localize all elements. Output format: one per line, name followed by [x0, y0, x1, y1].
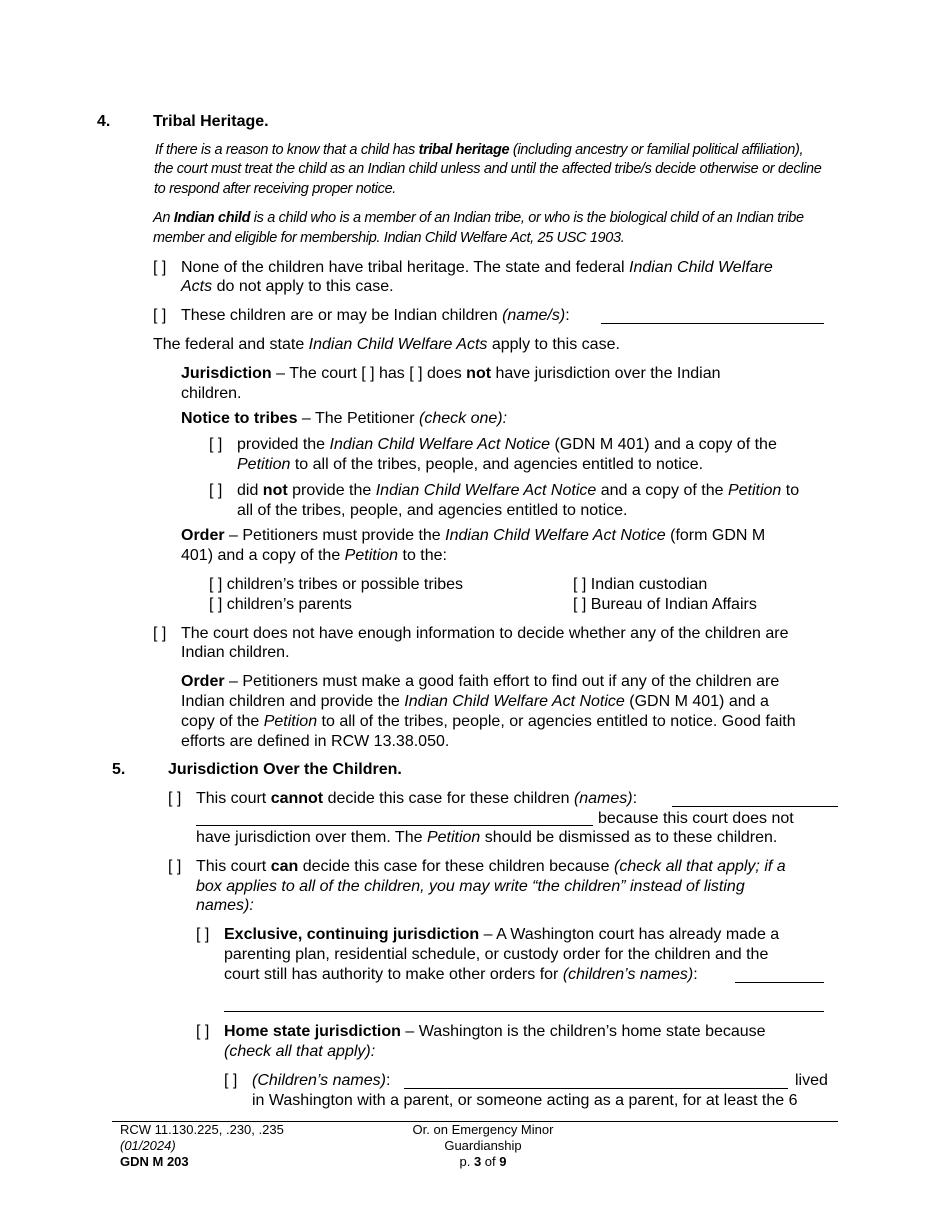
- tribal-heritage-note: to respond after receiving proper notice.: [154, 181, 396, 197]
- good-faith-order: efforts are defined in RCW 13.38.050.: [181, 733, 450, 750]
- footer-form-number: GDN M 203: [120, 1154, 189, 1169]
- section-4-title: Tribal Heritage.: [153, 113, 269, 130]
- option-exclusive-jurisdiction: court still has authority to make other orders for (children’s names):: [224, 966, 698, 983]
- option-not-enough-info: The court does not have enough information to decide whether any of the children are: [181, 625, 789, 642]
- order-notice-text: 401) and a copy of the Petition to the:: [181, 547, 447, 564]
- checkbox-notice-not-provided[interactable]: [ ]: [209, 482, 223, 499]
- footer-page-number: p. 3 of 9: [459, 1154, 507, 1169]
- footer-rcw: RCW 11.130.225, .230, .235: [120, 1122, 284, 1137]
- checkbox-home-state[interactable]: [ ]: [196, 1023, 210, 1040]
- jurisdiction-statement: children.: [181, 385, 242, 402]
- option-notice-provided: provided the Indian Child Welfare Act Notice (GDN M 401) and a copy of the: [237, 436, 777, 453]
- footer-form-title: Or. on Emergency Minor: [412, 1122, 554, 1137]
- checkbox-may-be-indian[interactable]: [ ]: [153, 307, 167, 324]
- option-notice-provided: Petition to all of the tribes, people, and agencies entitled to notice.: [237, 456, 704, 473]
- recipient-parents[interactable]: [ ] children’s parents: [209, 596, 352, 613]
- exclusive-names-field-2[interactable]: [224, 1011, 824, 1012]
- cannot-decide-names-field-2[interactable]: [196, 825, 593, 826]
- option-home-state: Home state jurisdiction – Washington is the children’s home state because: [224, 1023, 766, 1040]
- order-notice-text: Order – Petitioners must provide the Indian Child Welfare Act Notice (form GDN M: [181, 527, 766, 544]
- option-exclusive-jurisdiction: parenting plan, residential schedule, or custody order for the children and the: [224, 946, 769, 963]
- recipient-bia[interactable]: [ ] Bureau of Indian Affairs: [573, 596, 757, 613]
- option-can-decide: names):: [196, 897, 254, 914]
- option-cannot-decide: have jurisdiction over them. The Petition should be dismissed as to these children.: [196, 829, 778, 846]
- option-can-decide: box applies to all of the children, you may write “the children” instead of listing: [196, 878, 745, 895]
- checkbox-can-decide[interactable]: [ ]: [168, 858, 182, 875]
- good-faith-order: Indian children and provide the Indian Child Welfare Act Notice (GDN M 401) and a: [181, 693, 769, 710]
- option-notice-not-provided: all of the tribes, people, and agencies entitled to notice.: [237, 502, 628, 519]
- jurisdiction-statement: Jurisdiction – The court [ ] has [ ] does not have jurisdiction over the Indian: [181, 365, 721, 382]
- option-children-lived: in Washington with a parent, or someone acting as a parent, for at least the 6: [252, 1092, 798, 1109]
- option-home-state: (check all that apply):: [224, 1043, 376, 1060]
- recipient-tribes[interactable]: [ ] children’s tribes or possible tribes: [209, 576, 464, 593]
- checkbox-no-tribal-heritage[interactable]: [ ]: [153, 259, 167, 276]
- icwa-applies-text: The federal and state Indian Child Welfare Acts apply to this case.: [153, 336, 620, 353]
- option-cannot-decide: This court cannot decide this case for these children (names):: [196, 790, 638, 807]
- option-no-tribal-heritage: None of the children have tribal heritage. The state and federal Indian Child Welfare: [181, 259, 773, 276]
- footer-form-title: Guardianship: [444, 1138, 522, 1153]
- section-5-title: Jurisdiction Over the Children.: [168, 761, 402, 778]
- indian-child-definition: member and eligible for membership. Indian Child Welfare Act, 25 USC 1903.: [153, 230, 625, 246]
- checkbox-notice-provided[interactable]: [ ]: [209, 436, 223, 453]
- option-not-enough-info: Indian children.: [181, 644, 290, 661]
- option-children-lived: lived: [795, 1072, 828, 1089]
- indian-child-definition: An Indian child is a child who is a member of an Indian tribe, or who is the biological child of an Indian tribe: [153, 210, 804, 226]
- checkbox-children-lived[interactable]: [ ]: [224, 1072, 238, 1089]
- checkbox-exclusive-jurisdiction[interactable]: [ ]: [196, 926, 210, 943]
- footer-date: (01/2024): [120, 1138, 176, 1153]
- notice-to-tribes-heading: Notice to tribes – The Petitioner (check one):: [181, 410, 508, 427]
- children-lived-names-field[interactable]: [404, 1088, 788, 1089]
- recipient-indian-custodian[interactable]: [ ] Indian custodian: [573, 576, 708, 593]
- option-children-lived: (Children’s names):: [252, 1072, 391, 1089]
- tribal-heritage-note: the court must treat the child as an Indian child unless and until the affected tribe/s decide otherwise or decline: [154, 161, 822, 177]
- section-5-number: 5.: [112, 761, 126, 778]
- option-can-decide: This court can decide this case for these children because (check all that apply; if a: [196, 858, 786, 875]
- good-faith-order: copy of the Petition to all of the tribes, people, or agencies entitled to notice. Good faith: [181, 713, 796, 730]
- checkbox-cannot-decide[interactable]: [ ]: [168, 790, 182, 807]
- tribal-heritage-note: If there is a reason to know that a child has tribal heritage (including ancestry or familial political affiliation),: [155, 142, 804, 158]
- option-notice-not-provided: did not provide the Indian Child Welfare Act Notice and a copy of the Petition to: [237, 482, 800, 499]
- cannot-decide-names-field[interactable]: [672, 806, 838, 807]
- exclusive-names-field[interactable]: [735, 982, 824, 983]
- option-exclusive-jurisdiction: Exclusive, continuing jurisdiction – A Washington court has already made a: [224, 926, 780, 943]
- option-may-be-indian: These children are or may be Indian children (name/s):: [181, 307, 570, 324]
- checkbox-not-enough-info[interactable]: [ ]: [153, 625, 167, 642]
- section-4-number: 4.: [97, 113, 111, 130]
- good-faith-order: Order – Petitioners must make a good faith effort to find out if any of the children are: [181, 673, 780, 690]
- option-cannot-decide: because this court does not: [598, 810, 794, 827]
- indian-children-names-field[interactable]: [601, 323, 824, 324]
- option-no-tribal-heritage: Acts do not apply to this case.: [181, 278, 394, 295]
